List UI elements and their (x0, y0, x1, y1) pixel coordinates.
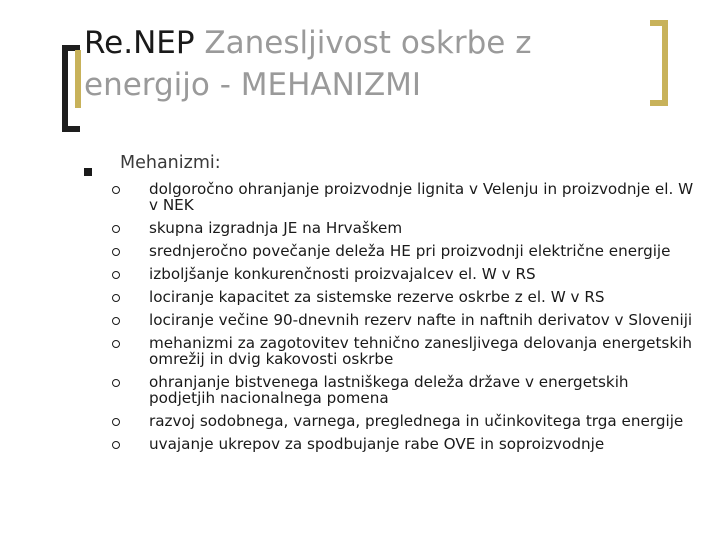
list-item: mehanizmi za zagotovitev tehnično zanesljivega delovanja energetskih omrežij in dvig kakovosti oskrbe (115, 335, 695, 367)
slide-title (84, 22, 644, 106)
circle-bullet-icon (112, 379, 120, 387)
circle-bullet-icon (112, 248, 120, 256)
list-item: srednjeročno povečanje deleža HE pri proizvodnji električne energije (115, 243, 695, 259)
list-item: ohranjanje bistvenega lastniškega deleža države v energetskih podjetjih nacionalnega pomena (115, 374, 695, 406)
circle-bullet-icon (112, 294, 120, 302)
circle-bullet-icon (112, 441, 120, 449)
circle-bullet-icon (112, 340, 120, 348)
circle-bullet-icon (112, 271, 120, 279)
right-bracket-decoration (650, 20, 668, 106)
circle-bullet-icon (112, 186, 120, 194)
section-heading: Mehanizmi: (120, 153, 221, 173)
square-bullet-icon (84, 168, 92, 176)
list-item: skupna izgradnja JE na Hrvaškem (115, 220, 695, 236)
list-item: izboljšanje konkurenčnosti proizvajalcev el. W v RS (115, 266, 695, 282)
circle-bullet-icon (112, 418, 120, 426)
list-item: lociranje večine 90-dnevnih rezerv nafte in naftnih derivatov v Sloveniji (115, 312, 695, 328)
title-brand: Re.NEP (84, 25, 195, 61)
list-item: razvoj sodobnega, varnega, preglednega in učinkovitega trga energije (115, 413, 695, 429)
left-bracket-gold-bar (75, 50, 81, 108)
list-item: dolgoročno ohranjanje proizvodnje lignita v Velenju in proizvodnje el. W v NEK (115, 181, 695, 213)
title-text: Zanesljivost oskrbe z energijo - MEHANIZMI (84, 25, 532, 103)
circle-bullet-icon (112, 317, 120, 325)
list-item: lociranje kapacitet za sistemske rezerve oskrbe z el. W v RS (115, 289, 695, 305)
circle-bullet-icon (112, 225, 120, 233)
mechanism-list (115, 181, 695, 459)
list-item: uvajanje ukrepov za spodbujanje rabe OVE in soproizvodnje (115, 436, 695, 452)
